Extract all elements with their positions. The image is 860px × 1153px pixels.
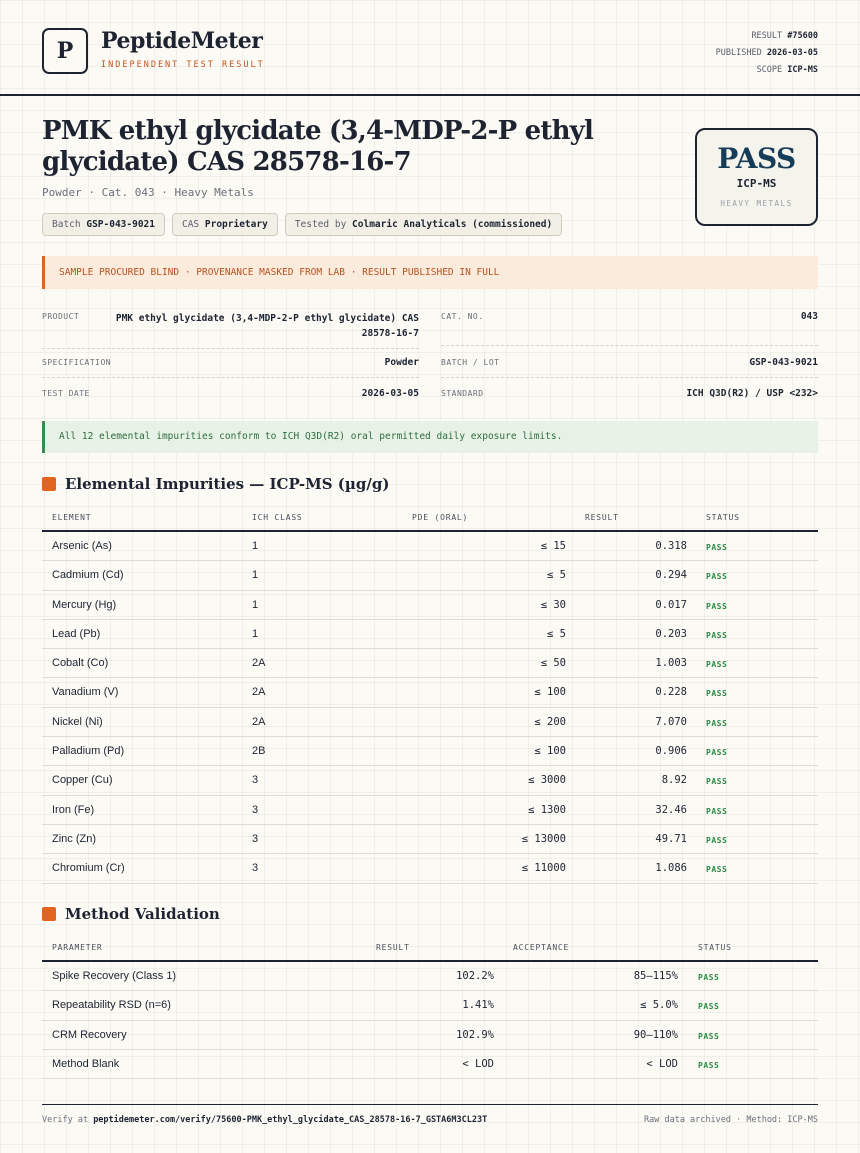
parameter-name: Method Blank	[52, 1057, 120, 1070]
result-value: 1.003	[655, 657, 687, 670]
status-badge: PASS	[706, 660, 728, 670]
impurities-title: Elemental Impurities — ICP-MS (µg/g)	[65, 475, 390, 493]
validation-table	[42, 932, 818, 1079]
brand-name: PeptideMeter	[101, 28, 263, 54]
page-title: PMK ethyl glycidate (3,4-MDP-2-P ethyl glycidate) CAS 28578-16-7	[42, 116, 594, 177]
page-subtitle: Powder · Cat. 043 · Heavy Metals	[42, 186, 254, 199]
ich-class: 3	[252, 803, 259, 816]
table-row	[42, 1050, 818, 1079]
parameter-name: CRM Recovery	[52, 1028, 127, 1041]
result-value: 49.71	[655, 832, 687, 845]
result-value: 0.203	[655, 627, 687, 640]
status-badge: PASS	[706, 865, 728, 875]
col-element: ELEMENT	[52, 513, 92, 522]
validation-heading	[42, 905, 220, 923]
impurities-table-body	[42, 532, 818, 884]
ich-class: 1	[252, 540, 259, 552]
pass-stamp	[695, 128, 818, 226]
info-spec	[42, 357, 419, 372]
parameter-name: Repeatability RSD (n=6)	[52, 999, 171, 1012]
impurities-table	[42, 502, 818, 884]
result-value: 1.41%	[462, 999, 494, 1012]
result-value: 0.906	[655, 745, 687, 758]
element-name: Copper (Cu)	[52, 774, 113, 787]
meta-result: RESULT #75600	[751, 31, 818, 41]
result-value: 8.92	[661, 774, 687, 787]
table-row	[42, 766, 818, 795]
pde-limit: ≤ 5	[547, 569, 566, 582]
table-row	[42, 962, 818, 991]
table-row	[42, 708, 818, 737]
result-value: 102.9%	[456, 1028, 494, 1041]
impurities-table-header	[42, 502, 818, 532]
tested-by-chip: Tested by Colmaric Analyticals (commissioned)	[285, 213, 562, 236]
element-name: Palladium (Pd)	[52, 745, 125, 758]
table-row	[42, 678, 818, 707]
validation-title: Method Validation	[65, 905, 220, 923]
acceptance-value: 90–110%	[633, 1028, 678, 1041]
table-row	[42, 825, 818, 854]
cas-chip: CAS Proprietary	[172, 213, 278, 236]
info-cat	[441, 311, 818, 326]
element-name: Cadmium (Cd)	[52, 569, 124, 582]
info-batch	[441, 357, 818, 372]
procurement-banner: SAMPLE PROCURED BLIND · PROVENANCE MASKED FROM LAB · RESULT PUBLISHED IN FULL	[42, 256, 818, 289]
batch-chip: Batch GSP-043-9021	[42, 213, 165, 236]
col-status: STATUS	[698, 943, 732, 952]
report-header	[0, 0, 860, 96]
table-row	[42, 620, 818, 649]
status-badge: PASS	[706, 748, 728, 758]
status-badge: PASS	[706, 572, 728, 582]
table-row	[42, 737, 818, 766]
conformance-banner: All 12 elemental impurities conform to ICH Q3D(R2) oral permitted daily exposure limits.	[42, 421, 818, 453]
stamp-scope: HEAVY METALS	[720, 199, 793, 208]
meta-scope: SCOPE ICP-MS	[756, 65, 818, 75]
status-badge: PASS	[698, 1060, 720, 1070]
report-footer	[42, 1104, 818, 1125]
report-meta	[716, 28, 818, 79]
divider	[441, 377, 818, 378]
info-product-label: PRODUCT	[42, 312, 80, 321]
validation-table-header	[42, 932, 818, 962]
info-date	[42, 388, 419, 403]
pde-limit: ≤ 30	[540, 598, 566, 611]
pde-limit: ≤ 50	[540, 657, 566, 670]
status-badge: PASS	[706, 835, 728, 845]
status-badge: PASS	[706, 777, 728, 787]
element-name: Vanadium (V)	[52, 686, 119, 699]
result-value: 0.318	[655, 540, 687, 552]
ich-class: 1	[252, 569, 259, 582]
result-value: 1.086	[655, 862, 687, 875]
ich-class: 3	[252, 862, 259, 875]
ich-class: 1	[252, 598, 259, 611]
result-value: 102.2%	[456, 970, 494, 982]
pde-limit: ≤ 5	[547, 627, 566, 640]
brand-tagline: INDEPENDENT TEST RESULT	[101, 60, 265, 70]
result-value: 0.017	[655, 598, 687, 611]
status-badge: PASS	[706, 630, 728, 640]
divider	[42, 348, 419, 349]
status-badge: PASS	[698, 1002, 720, 1012]
element-name: Arsenic (As)	[52, 540, 112, 552]
element-name: Lead (Pb)	[52, 627, 101, 640]
element-name: Zinc (Zn)	[52, 832, 96, 845]
acceptance-value: < LOD	[646, 1057, 678, 1070]
element-name: Iron (Fe)	[52, 803, 95, 816]
info-spec-label: SPECIFICATION	[42, 358, 112, 367]
pde-limit: ≤ 11000	[521, 862, 566, 875]
status-badge: PASS	[698, 973, 720, 982]
result-value: 7.070	[655, 715, 687, 728]
table-row	[42, 532, 818, 561]
divider	[42, 377, 419, 378]
status-badge: PASS	[706, 543, 728, 552]
divider	[441, 345, 818, 346]
element-name: Chromium (Cr)	[52, 862, 125, 875]
col-result: RESULT	[585, 513, 619, 522]
info-product	[42, 311, 419, 341]
acceptance-value: 85–115%	[633, 970, 678, 982]
footer-archive-note: Raw data archived · Method: ICP-MS	[644, 1115, 818, 1125]
result-value: 0.228	[655, 686, 687, 699]
table-row	[42, 796, 818, 825]
status-badge: PASS	[706, 689, 728, 699]
ich-class: 1	[252, 627, 259, 640]
ich-class: 3	[252, 832, 259, 845]
result-value: 32.46	[655, 803, 687, 816]
status-badge: PASS	[706, 806, 728, 816]
info-standard-value: ICH Q3D(R2) / USP <232>	[686, 388, 818, 399]
table-row	[42, 561, 818, 590]
element-name: Nickel (Ni)	[52, 715, 103, 728]
info-cat-value: 043	[800, 311, 818, 322]
pde-limit: ≤ 3000	[528, 774, 566, 787]
info-batch-label: BATCH / LOT	[441, 358, 500, 367]
table-row	[42, 991, 818, 1020]
brand-logo: P	[42, 28, 88, 74]
element-name: Mercury (Hg)	[52, 598, 117, 611]
pde-limit: ≤ 1300	[528, 803, 566, 816]
impurities-heading	[42, 475, 389, 493]
validation-table-body	[42, 962, 818, 1079]
table-row	[42, 854, 818, 883]
ich-class: 3	[252, 774, 259, 787]
status-badge: PASS	[706, 601, 728, 611]
pde-limit: ≤ 15	[540, 540, 566, 552]
table-row	[42, 1021, 818, 1050]
ich-class: 2B	[252, 745, 266, 758]
ich-class: 2A	[252, 686, 266, 699]
status-badge: PASS	[698, 1031, 720, 1041]
verify-link[interactable]: peptidemeter.com/verify/75600-PMK_ethyl_glycidate_CAS_28578-16-7_GSTA6M3CL23T	[93, 1115, 488, 1125]
section-marker-icon	[42, 477, 56, 491]
element-name: Cobalt (Co)	[52, 657, 109, 670]
ich-class: 2A	[252, 657, 266, 670]
parameter-name: Spike Recovery (Class 1)	[52, 970, 177, 982]
info-product-value: PMK ethyl glycidate (3,4-MDP-2-P ethyl glycidate) CAS 28578-16-7	[115, 313, 419, 339]
status-badge: PASS	[706, 718, 728, 728]
acceptance-value: ≤ 5.0%	[640, 999, 678, 1012]
info-date-label: TEST DATE	[42, 389, 90, 398]
info-spec-value: Powder	[384, 357, 419, 368]
pde-limit: ≤ 200	[534, 715, 566, 728]
section-marker-icon	[42, 907, 56, 921]
col-pde: PDE (ORAL)	[412, 513, 469, 522]
col-parameter: PARAMETER	[52, 943, 103, 952]
col-status: STATUS	[706, 513, 740, 522]
verify-label: Verify at	[42, 1115, 89, 1125]
pde-limit: ≤ 100	[534, 686, 566, 699]
info-standard-label: STANDARD	[441, 389, 484, 398]
result-value: < LOD	[462, 1057, 494, 1070]
pde-limit: ≤ 13000	[521, 832, 566, 845]
info-standard	[441, 388, 818, 403]
meta-published: PUBLISHED 2026-03-05	[715, 48, 818, 58]
chip-row	[42, 213, 562, 236]
result-value: 0.294	[655, 569, 687, 582]
col-ich-class: ICH CLASS	[252, 513, 303, 522]
pde-limit: ≤ 100	[534, 745, 566, 758]
col-result: RESULT	[376, 943, 410, 952]
stamp-verdict: PASS	[717, 142, 796, 175]
ich-class: 2A	[252, 715, 266, 728]
stamp-method: ICP-MS	[736, 177, 777, 190]
table-row	[42, 591, 818, 620]
table-row	[42, 649, 818, 678]
info-batch-value: GSP-043-9021	[749, 357, 818, 368]
col-acceptance: ACCEPTANCE	[513, 943, 570, 952]
info-cat-label: CAT. NO.	[441, 312, 484, 321]
info-date-value: 2026-03-05	[361, 388, 419, 399]
